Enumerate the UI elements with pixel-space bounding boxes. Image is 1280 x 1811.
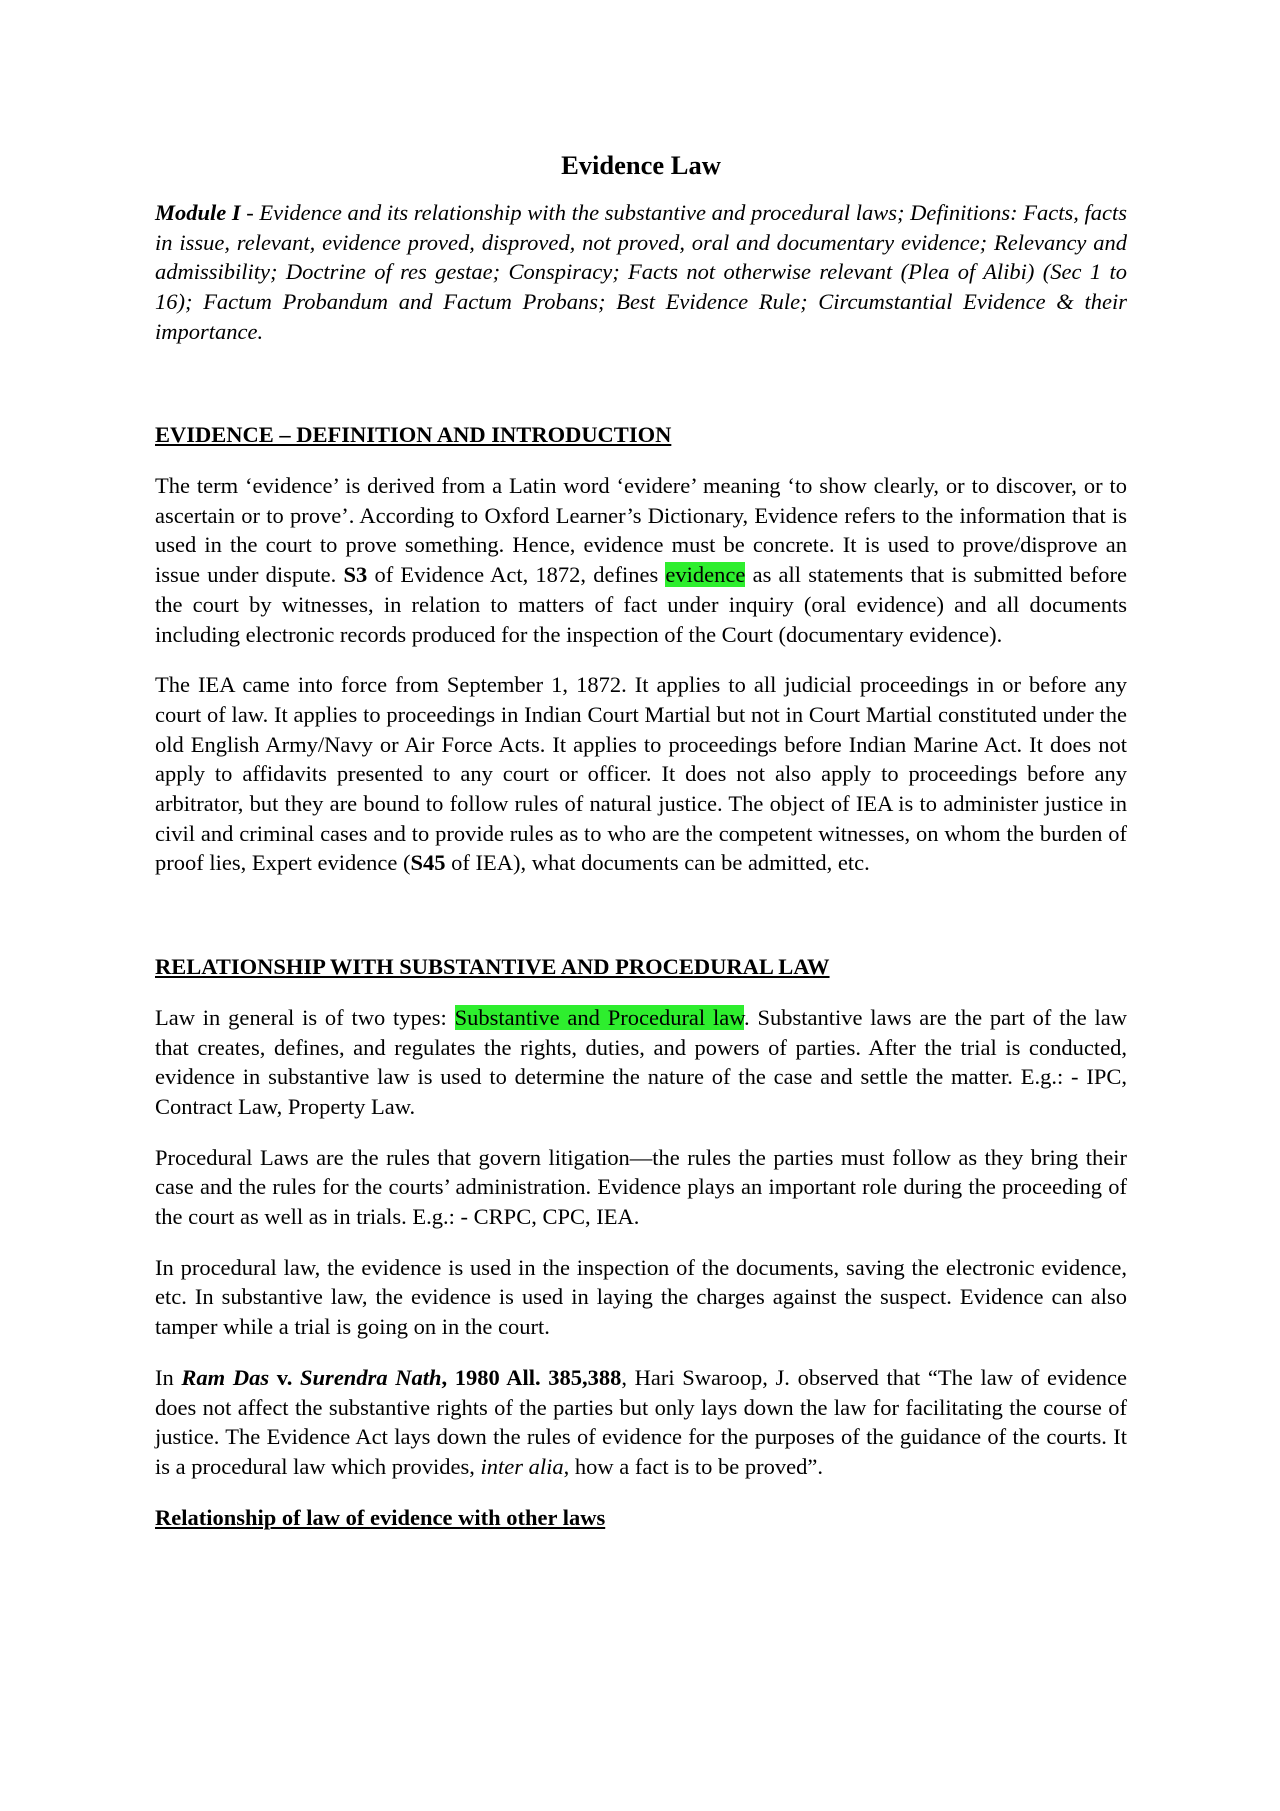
text-run: of IEA), what documents can be admitted, etc.	[445, 850, 870, 876]
text-run: In	[155, 1364, 182, 1390]
paragraph-evidence-definition	[155, 471, 1127, 649]
document-page	[155, 150, 1127, 1532]
text-run: Law in general is of two types:	[155, 1004, 455, 1030]
module-text: - Evidence and its relationship with the substantive and procedural laws; Definitions: Facts, facts in issue, relevant, evidence proved, disproved, not proved, oral and documentary evidence; Relevancy and admissibility; Doctrine of res gestae; Conspiracy; Facts not otherwise relevant (Plea of Alibi) (Sec 1 to 16); Factum Probandum and Factum Probans; Best Evidence Rule; Circumstantial Evidence & their importance.	[155, 199, 1127, 344]
module-description	[155, 198, 1127, 347]
document-title: Evidence Law	[561, 150, 721, 180]
section-ref-s45: S45	[410, 850, 446, 876]
section-heading-evidence-definition: EVIDENCE – DEFINITION AND INTRODUCTION	[155, 422, 672, 448]
paragraph-procedural-laws: Procedural Laws are the rules that govern litigation—the rules the parties must follow as they bring their case and the rules for the courts’ administration. Evidence plays an important role during the proceeding of the court as well as in trials. E.g.: - CRPC, CPC, IEA.	[155, 1144, 1127, 1230]
paragraph-iea-scope	[155, 670, 1127, 878]
case-party-surendra-nath: Surendra Nath	[300, 1364, 442, 1390]
text-run: as all statements that is submitted before the court by witnesses, in relation to matters of fact under inquiry (oral evidence) and all documents including electronic records produced for the inspection of the Court (documentary evidence).	[155, 562, 1127, 647]
section-heading-other-laws: Relationship of law of evidence with other laws	[155, 1504, 606, 1530]
text-run: The term ‘evidence’ is derived from a Latin word ‘evidere’ meaning ‘to show clearly, or to discover, or to ascertain or to prove’. According to Oxford Learner’s Dictionary, Evidence refers to the information that is used in the court to prove something. Hence, evidence must be concrete. It is used to prove/disprove an issue under dispute.	[155, 473, 1127, 588]
text-run: of Evidence Act, 1872, defines	[367, 562, 666, 588]
paragraph-evidence-usage: In procedural law, the evidence is used in the inspection of the documents, saving the electronic evidence, etc. In substantive law, the evidence is used in laying the charges against the suspect. Evidence can also tamper while a trial is going on in the court.	[155, 1254, 1127, 1340]
text-run: , how a fact is to be proved”.	[563, 1454, 823, 1479]
section-heading-substantive-procedural: RELATIONSHIP WITH SUBSTANTIVE AND PROCEDURAL LAW	[155, 954, 830, 980]
text-run: The IEA came into force from September 1, 1872. It applies to all judicial proceedings in or before any court of law. It applies to proceedings in Indian Court Martial but not in Court Martial constituted under the old English Army/Navy or Air Force Acts. It applies to proceedings before Indian Marine Act. It does not apply to affidavits presented to any court or officer. It does not also apply to proceedings before any arbitrator, but they are bound to follow rules of natural justice. The object of IEA is to administer justice in civil and criminal cases and to provide rules as to who are the competent witnesses, on whom the burden of proof lies, Expert evidence (	[155, 672, 1127, 876]
latin-term-inter-alia: inter alia	[480, 1454, 564, 1479]
highlighted-term-evidence: evidence	[665, 562, 746, 588]
text-run: , Hari Swaroop, J. observed that “The law of evidence does not affect the substantive rights of the parties but only lays down the law for facilitating the course of justice. The Evidence Act lays down the rules of evidence for the purposes of the guidance of the courts. It is a procedural law which provides,	[155, 1364, 1127, 1479]
case-party-ram-das: Ram Das	[181, 1364, 270, 1390]
text-run: . Substantive laws are the part of the law that creates, defines, and regulates the rights, duties, and powers of parties. After the trial is conducted, evidence in substantive law is used to determine the nature of the case and settle the matter. E.g.: - IPC, Contract Law, Property Law.	[155, 1004, 1128, 1119]
section-ref-s3: S3	[343, 562, 368, 588]
paragraph-types-of-law	[155, 1003, 1127, 1122]
case-versus: v.	[269, 1364, 301, 1390]
paragraph-case-ram-das	[155, 1363, 1127, 1482]
case-citation: , 1980 All. 385,388	[441, 1364, 622, 1390]
highlighted-term-substantive-procedural: Substantive and Procedural law	[454, 1004, 745, 1030]
module-label: Module I	[155, 199, 241, 225]
